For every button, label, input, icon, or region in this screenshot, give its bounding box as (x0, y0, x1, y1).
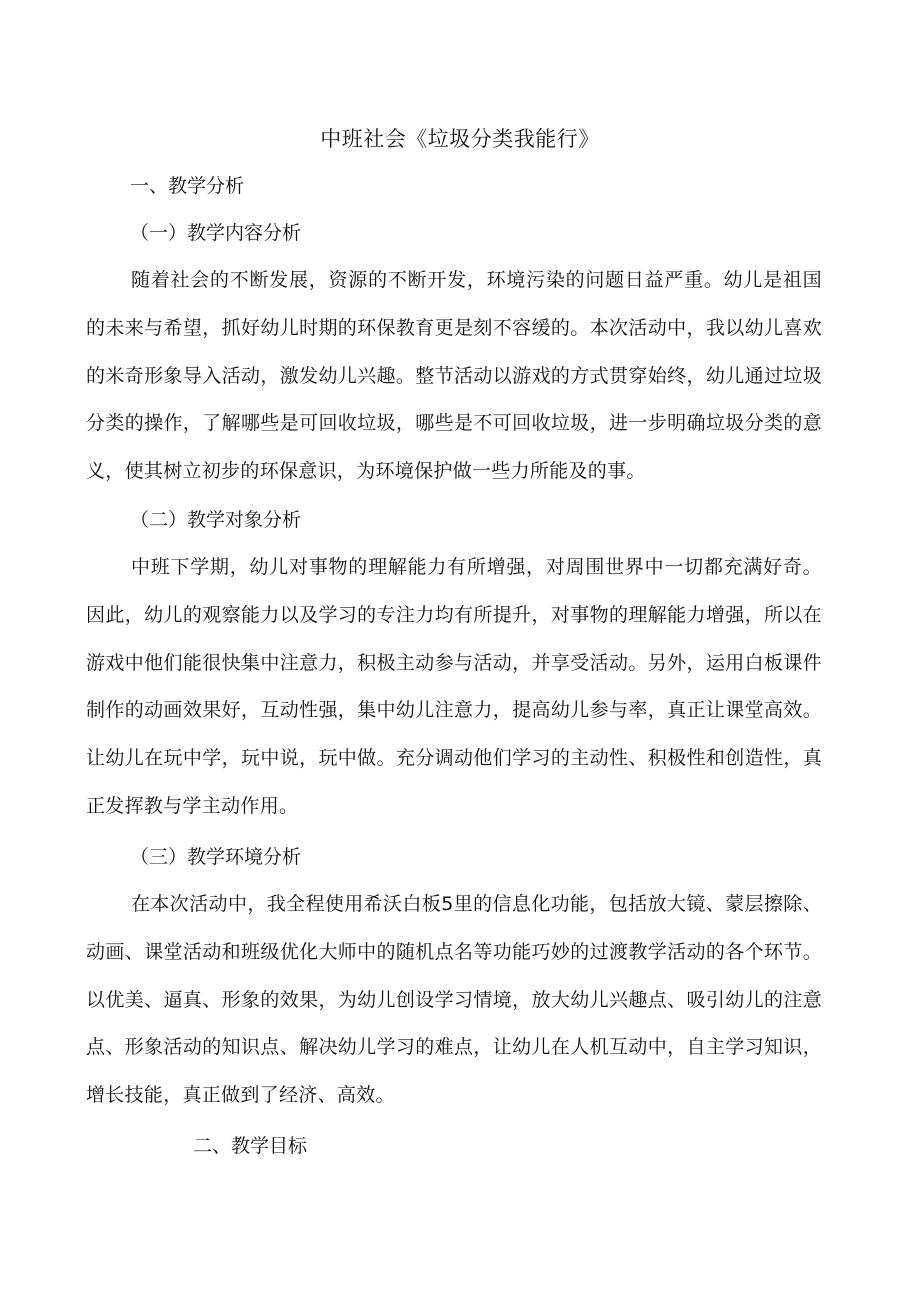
paragraph-content-analysis: 随着社会的不断发展，资源的不断开发，环境污染的问题日益严重。幼儿是祖国的未来与希望，抓好幼儿时期的环保教育更是刻不容缓的。本次活动中，我以幼儿喜欢的米奇形象导入活动，激发幼儿兴趣。整节活动以游戏的方式贯穿始终，幼儿通过垃圾分类的操作，了解哪些是可回收垃圾，哪些是不可回收垃圾，进一步明确垃圾分类的意义，使其树立初步的环保意识，为环境保护做一些力所能及的事。 (86, 269, 822, 483)
section-heading-teaching-goals: 二、教学目标 (193, 1135, 308, 1157)
subsection-heading-content-analysis: （一）教学内容分析 (130, 222, 302, 244)
paragraph-environment-analysis: 在本次活动中，我全程使用希沃白板5里的信息化功能，包括放大镜、蒙层擦除、动画、课堂活动和班级优化大师中的随机点名等功能巧妙的过渡教学活动的各个环节。以优美、逼真、形象的效果，为幼儿创设学习情境，放大幼儿兴趣点、吸引幼儿的注意点、形象活动的知识点、解决幼儿学习的难点，让幼儿在人机互动中，自主学习知识，增长技能，真正做到了经济、高效。 (86, 893, 822, 1107)
subsection-heading-environment-analysis: （三）教学环境分析 (130, 846, 302, 868)
paragraph-audience-analysis: 中班下学期，幼儿对事物的理解能力有所增强，对周围世界中一切都充满好奇。因此，幼儿的观察能力以及学习的专注力均有所提升，对事物的理解能力增强，所以在游戏中他们能很快集中注意力，积极主动参与活动，并享受活动。另外，运用白板课件制作的动画效果好，互动性强，集中幼儿注意力，提高幼儿参与率，真正让课堂高效。让幼儿在玩中学，玩中说，玩中做。充分调动他们学习的主动性、积极性和创造性，真正发挥教与学主动作用。 (86, 556, 822, 817)
subsection-heading-audience-analysis: （二）教学对象分析 (130, 509, 302, 531)
section-heading-teaching-analysis: 一、教学分析 (130, 175, 245, 197)
document-title: 中班社会《垃圾分类我能行》 (320, 127, 600, 151)
